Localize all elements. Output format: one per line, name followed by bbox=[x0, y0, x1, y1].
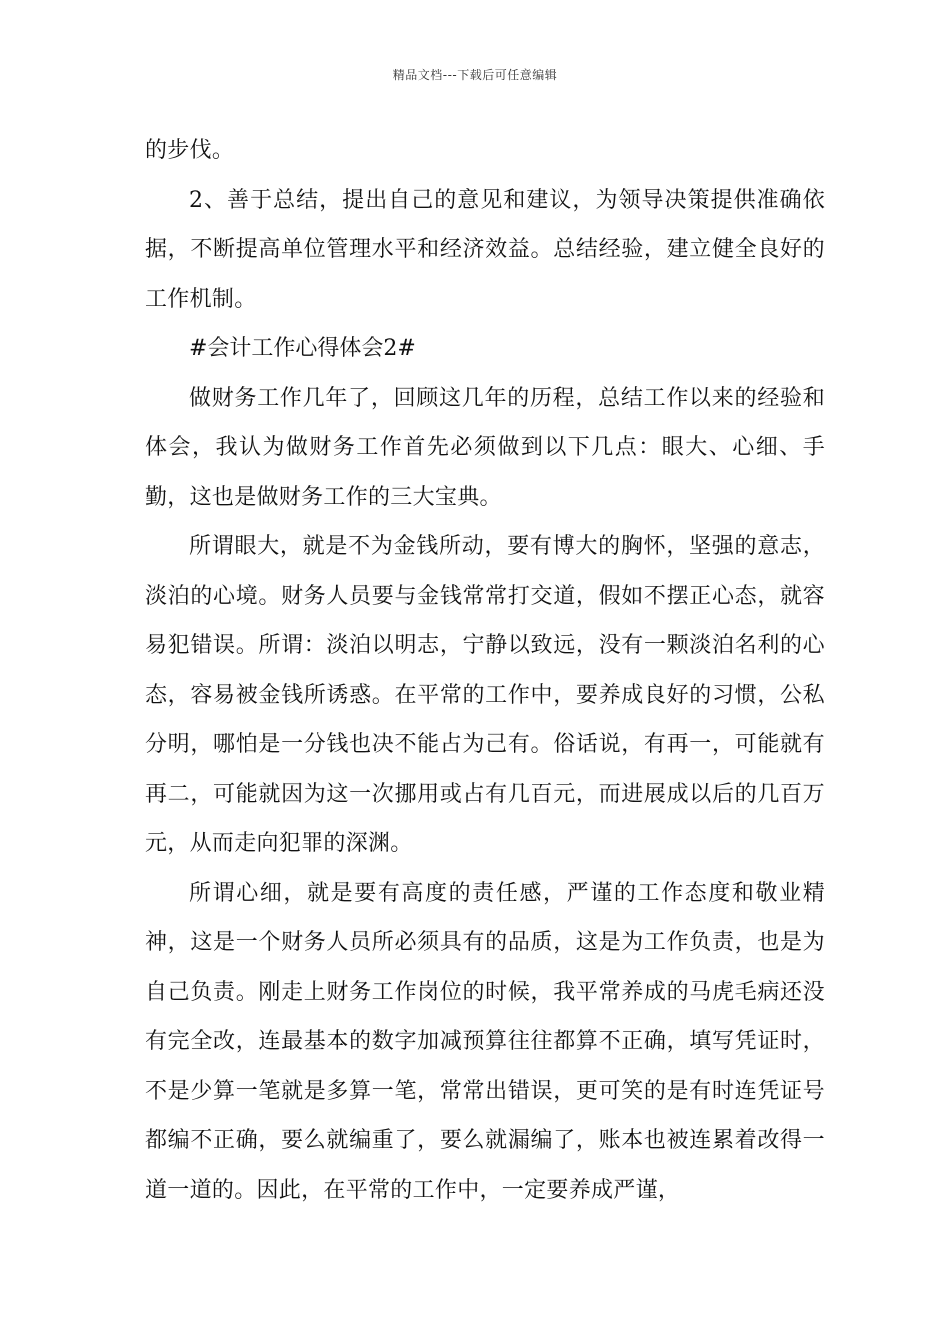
paragraph-intro: 做财务工作几年了，回顾这几年的历程，总结工作以来的经验和体会，我认为做财务工作首先必须做到以下几点：眼大、心细、手勤，这也是做财务工作的三大宝典。 bbox=[145, 385, 825, 510]
section-heading: #会计工作心得体会2# bbox=[189, 336, 416, 361]
page-header: 精品文档---下载后可任意编辑 bbox=[392, 68, 558, 82]
paragraph-summary-point: 2、善于总结，提出自己的意见和建议，为领导决策提供准确依据，不断提高单位管理水平和经济效益。总结经验，建立健全良好的工作机制。 bbox=[145, 187, 825, 312]
paragraph-big-eyes: 所谓眼大，就是不为金钱所动，要有博大的胸怀，坚强的意志，淡泊的心境。财务人员要与金钱常常打交道，假如不摆正心态，就容易犯错误。所谓：淡泊以明志，宁静以致远，没有一颗淡泊名利的心态，容易被金钱所诱惑。在平常的工作中，要养成良好的习惯，公私分明，哪怕是一分钱也决不能占为己有。俗话说，有再一，可能就有再二，可能就因为这一次挪用或占有几百元，而进展成以后的几百万元，从而走向犯罪的深渊。 bbox=[145, 534, 825, 856]
document-body bbox=[145, 126, 825, 1215]
paragraph-continuation: 的步伐。 bbox=[145, 138, 235, 163]
paragraph-careful-mind: 所谓心细，就是要有高度的责任感，严谨的工作态度和敬业精神，这是一个财务人员所必须具有的品质，这是为工作负责，也是为自己负责。刚走上财务工作岗位的时候，我平常养成的马虎毛病还没有完全改，连最基本的数字加减预算往往都算不正确，填写凭证时，不是少算一笔就是多算一笔，常常出错误，更可笑的是有时连凭证号都编不正确，要么就编重了，要么就漏编了，账本也被连累着改得一道一道的。因此，在平常的工作中，一定要养成严谨， bbox=[145, 880, 825, 1203]
